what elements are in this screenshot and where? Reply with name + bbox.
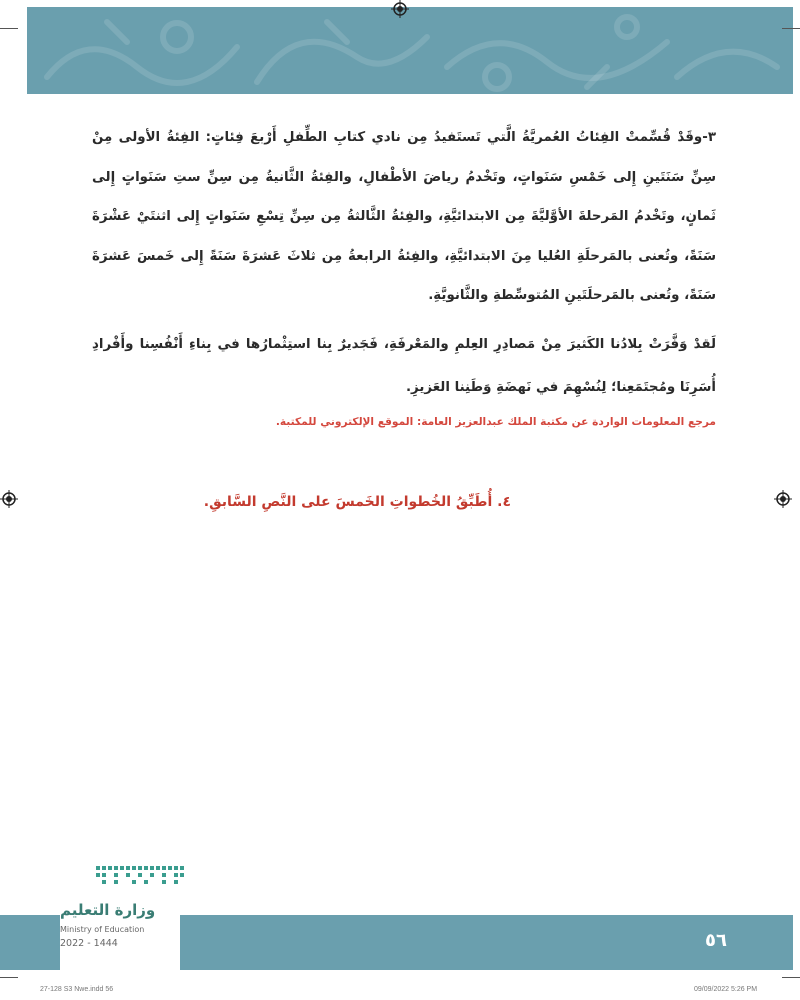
calligraphy-pattern-decoration <box>27 7 793 94</box>
ministry-name-arabic: وزارة التعليم <box>60 901 156 919</box>
registration-mark-icon <box>391 0 409 18</box>
print-slug-file: 27-128 S3 Nwe.indd 56 <box>40 986 114 993</box>
print-slug-date: 09/09/2022 5:26 PM <box>694 986 758 993</box>
crop-mark <box>782 977 800 978</box>
header-banner <box>27 7 793 94</box>
reference-note: مرجع المعلومات الواردة عن مكتبة الملك عبدالعزيز العامة: الموقع الإلكتروني للمكتبة. <box>275 416 716 428</box>
ministry-logo-icon <box>96 862 188 892</box>
ministry-name-english: Ministry of Education <box>60 925 145 934</box>
crop-mark <box>0 28 18 29</box>
exercise-task: ٤. أُطَبِّقُ الخُطواتِ الخَمسَ على النَّصِ السَّابقِ. <box>203 494 511 510</box>
paragraph-age-groups: ٣-وقَدْ قُسِّمتْ الفِئاتُ العُمريَّةُ الَّتي تَستَفيدُ مِن نادي كتابِ الطِّفلِ أَرْبعَ فِئاتٍ: الفِئةُ الأولى مِنْ سِنِّ سَنَتَينِ إِلى خَمْسِ سَنَواتٍ، وتَخْدمُ رياضَ الأطْفالِ، والفِئةُ الثَّانيةُ مِن سِنِّ ستِ سَنَواتٍ إِلى ثَمانٍ، وتَخْدمُ المَرحلةَ الأوَّليَّةَ مِن الابتدائيَّةِ، والفِئةُ الثَّالثةُ مِن سِنِّ تِسْعِ سَنَواتٍ إِلى اثنتَيْ عَشْرَةَ سَنَةً، وتُعنى بالمَرحلَةِ العُليا مِنَ الابتدائيَّةِ، والفِئةُ الرابعةُ مِن ثلاثَ عَشرَةَ سَنَةً إِلى خَمسَ عَشرَةَ سَنَةً، وتُعنى بالمَرحلَتَينِ المُتوسِّطةِ والثَّانويَّةِ. <box>92 130 716 303</box>
paragraph-knowledge-sources: لَقدْ وَفَّرَتْ بِلادُنا الكَثيرَ مِنْ مَصادِرِ العِلمِ والمَعْرفَةِ، فَجَديرٌ بِنا استِثْمارُها في بِناءِ أَنْفُسِنا وأَفْرادِ أُسَرِنَا ومُجتَمَعِنا؛ لِنُسْهِمَ في نَهضَةِ وَطَنِنا العَزيزِ. <box>92 337 716 395</box>
registration-mark-icon <box>0 490 18 508</box>
crop-mark <box>0 977 18 978</box>
edition-year: 2022 - 1444 <box>60 938 118 949</box>
page-number: ٥٦ <box>705 930 727 951</box>
crop-mark <box>782 28 800 29</box>
registration-mark-icon <box>774 490 792 508</box>
